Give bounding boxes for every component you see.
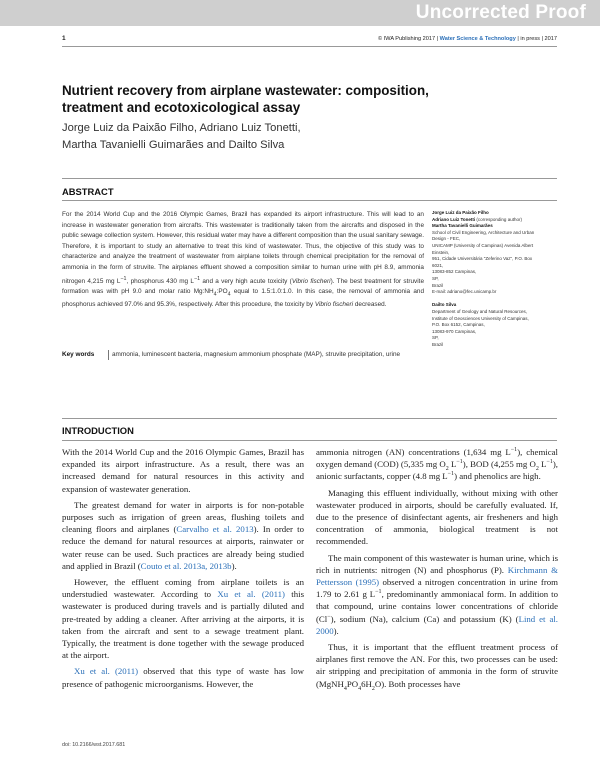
affiliation-line: Design - FEC, [432,236,461,242]
author-line: Jorge Luiz da Paixão Filho, Adriano Luiz Tonetti, [62,122,301,134]
affiliation-line: UNICAMP (University of Campinas) Avenida Albert [432,242,534,248]
affiliation-author: Dailto Silva [432,302,457,308]
paragraph: With the 2014 World Cup and the 2016 Olympic Games, Brazil has expanded its airport infrastructure. As a result, there was an increased demand for natural resources in this activity and expansion of wastewater generation. [62,447,304,494]
article-title: Nutrient recovery from airplane wastewater: composition, treatment and ecotoxicological assay [62,83,429,115]
divider [62,418,557,419]
journal-name: Water Science & Technology [439,36,516,42]
affiliation-line: 13083-852 Campinas, [432,269,477,275]
author-line: Martha Tavanielli Guimarães and Dailto Silva [62,139,285,151]
proof-banner [0,0,600,26]
affiliation-line: Einstein, [432,249,450,255]
affiliation-line: 13083-970 Campinas, [432,328,477,334]
citation-link[interactable]: Kirchmann & Pettersson (1995) [316,564,558,588]
paragraph: ammonia nitrogen (AN) concentrations (1,634 mg $L^{-1}$), chemical oxygen demand (COD) (5,335 mg $O_2$ $L^{-1}$), BOD (4,255 mg $O_2$ $L^{-1}$), anionic surfactants, copper (4.8 mg $L^{-1}$) and phenolics are high. [316,447,558,482]
divider [62,200,557,201]
page-number: 1 [62,35,66,42]
affiliation-author: Martha Tavanielli Guimarães [432,223,493,229]
paragraph: Thus, it is important that the effluent treatment process of airplanes first remove the AN. For this, two processes can be used: air stripping and precipitation of ammonia in the form of struvite $(MgNH_4PO_46H_2O)$. Both processes have [316,642,558,692]
corresponding-note: (corresponding author) [475,216,522,222]
banner-text: Uncorrected Proof [415,2,586,23]
journal-info: © IWA Publishing 2017 | Water Science & Technology | in press | 2017 [378,36,557,42]
author-list [62,120,382,154]
citation-link[interactable]: Xu et al. (2011) [217,589,285,600]
affiliation-author: Jorge Luiz da Paixão Filho [432,210,489,215]
paragraph: Xu et al. (2011) observed that this type of waste has low presence of pathogenic microorganisms. However, the [62,666,304,689]
divider [62,178,557,179]
abstract-body [62,210,424,311]
citation-link[interactable]: Xu et al. (2011) [74,666,139,677]
paragraph: Managing this effluent individually, without mixing with other wastewater produced in airports, should be carefully evaluated. If, due to the presence of disinfectant agents, air fresheners and high concentration of ammonia, biological treatment is not recommended. [316,487,558,547]
paragraph: However, the effluent coming from airplane toilets is an understudied wastewater. According to Xu et al. (2011) this wastewater is produced during travels and is partially diluted and pre-treated by adding a cleaner. After arriving at the airports, it is taken from the aircraft and sent to a sewage treatment plant. Typically, the treatment is done together with the sewage produced at the airport. [62,577,304,661]
citation-link[interactable]: Lind et al. 2000 [316,613,558,636]
text-column-left [62,446,304,694]
citation-link[interactable]: Carvalho et al. 2013 [176,524,254,535]
email-link[interactable]: E-mail: adriano@fec.unicamp.br [432,289,497,295]
journal-status: in press [520,36,540,42]
doi: doi: 10.2166/wst.2017.681 [62,742,126,748]
affiliation-line: SP, [432,335,439,341]
divider [62,440,557,441]
paragraph: The main component of this wastewater is human urine, which is rich in nutrients: nitrogen (N) and phosphorus (P). Kirchmann & Pettersson (1995) observed a nitrogen concentration in urine from 1.79 to 2.61 g $L^{-1}$, predominantly ammoniacal form. In addition to that compound, urine contains lower concentrations of chloride (Cl−), sodium (Na), calcium (Ca) and potassium (K) (Lind et al. 2000). [316,552,558,636]
abstract-paragraph: For the 2014 World Cup and the 2016 Olympic Games, Brazil has expanded its airport infrastructure. This will lead to an increase in wastewater generation from aircrafts. This wastewater is traditionally taken from the aircrafts and disposed in the public sewage collection system. However, this residual water may have a different composition than the usual sanitary sewage. Therefore, it is important to study an alternative to treat this kind of wastewater. Thus, the objective of this study was to characterize and analyze the treatment of wastewater from airplane toilets through chemical precipitation for the removal of ammonia in the form of struvite. The airplanes effluent showed a composition similar to human urine with pH 8.9, ammonia nitrogen 4,215 mg $L^{-1}$, phosphorus 430 mg $L^{-1}$ and a very high acute toxicity (Vibrio fischeri). The best treatment for struvite formation was with pH 9.0 and molar ratio $Mg:NH_4:PO_4$ equal to 1.5:1.0:1.0. In this case, the removal of ammonia and phosphorus achieved 97.0% and 95.3%, respectively. After this procedure, the toxicity by Vibrio fischeri decreased. [62,211,424,309]
abstract-heading: ABSTRACT [62,186,114,197]
affiliation-line: Institute of Geosciences University of Campinas, [432,315,529,321]
keywords-label: Key words [62,351,95,358]
citation-link[interactable]: Couto et al. 2013a, 2013b [140,560,232,571]
introduction-heading: INTRODUCTION [62,425,134,436]
affiliation-line: Brazil [432,341,444,347]
keywords-list: ammonia, luminescent bacteria, magnesium ammonium phosphate (MAP), struvite precipitation, urine [108,350,412,360]
affiliation-line: Department of Geology and Natural Resources, [432,308,528,314]
affiliation-author: Adriano Luiz Tonetti [432,216,476,222]
affiliation-line: Brazil [432,282,444,288]
paragraph: The greatest demand for water in airports is for non-potable purposes such as irrigation of green areas, flushing toilets and cleaning floors and airplanes (Carvalho et al. 2013). In order to reduce the demand for natural resources at airports, rainwater or water reuse can be used. Such practices are already being studied and applied in Brazil (Couto et al. 2013a, 2013b). [62,499,304,571]
affiliation-line: P.O. Box 6152, Campinas, [432,322,485,328]
running-head [62,34,557,47]
affiliation-line: School of Civil Engineering, Architecture and Urban [432,229,535,235]
affiliation-line: SP, [432,275,439,281]
affiliation-line: 951, Cidade Universitária "Zeferino Vaz", P.O. Box [432,256,533,262]
publisher: © IWA Publishing 2017 [378,36,436,42]
affiliation-line: 6021, [432,262,444,268]
text-column-right [316,446,558,694]
journal-year: 2017 [544,36,557,42]
affiliations [432,210,552,348]
